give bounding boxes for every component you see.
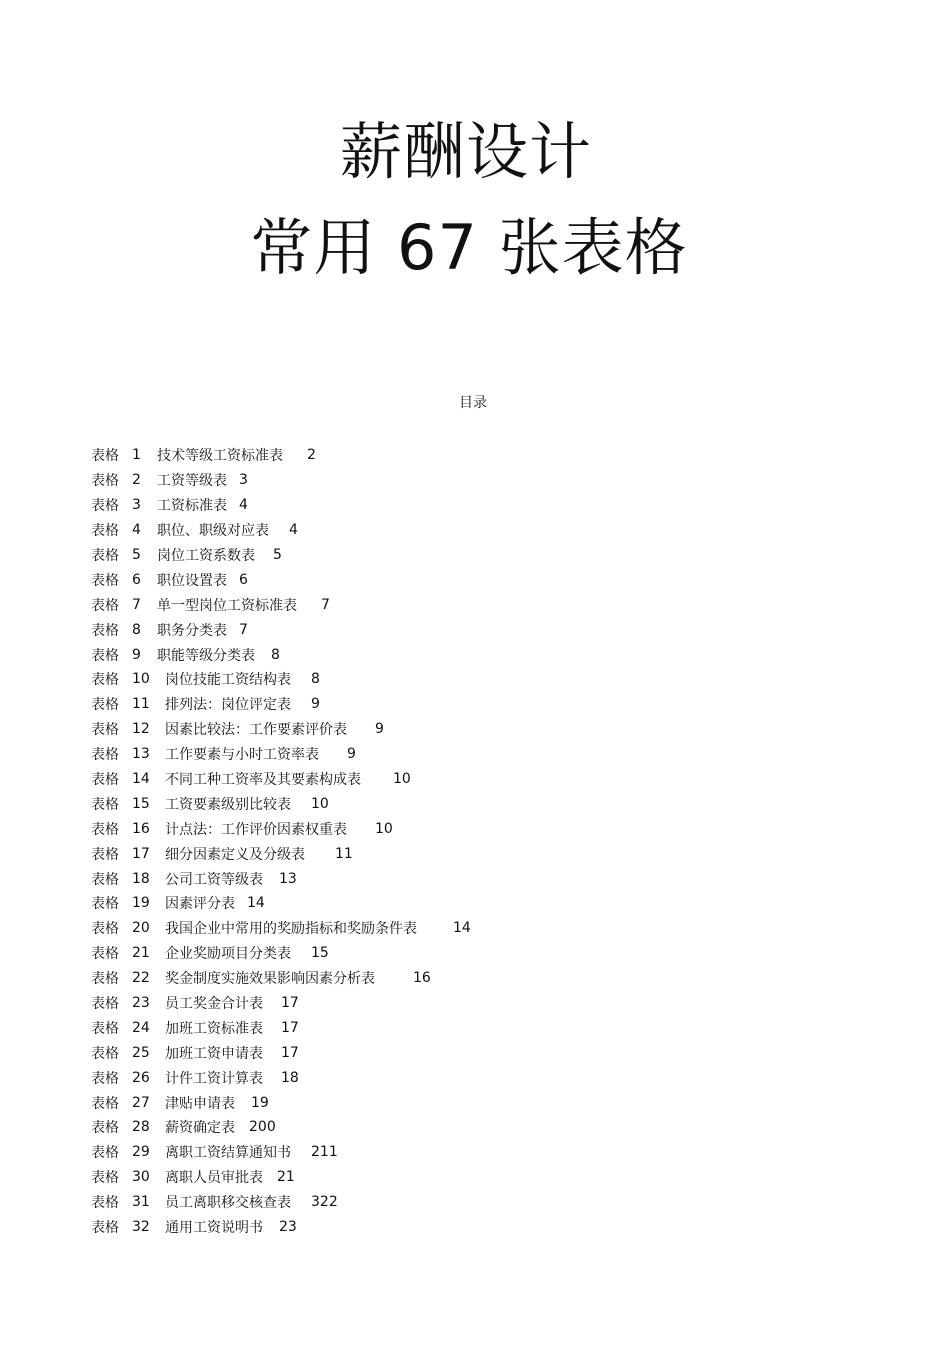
toc-entry[interactable] xyxy=(91,543,471,568)
toc-entry-number: 27 xyxy=(132,1094,150,1111)
toc-entry-number: 3 xyxy=(132,497,141,514)
toc-entry-number: 10 xyxy=(132,671,150,688)
toc-entry-number: 18 xyxy=(132,870,150,887)
toc-entry-title: 不同工种工资率及其要素构成表 xyxy=(165,772,361,789)
toc-entry-title: 工资要素级别比较表 xyxy=(165,796,291,813)
toc-entry-label: 表格 xyxy=(91,1070,119,1087)
toc-entry-number: 20 xyxy=(132,920,150,937)
toc-entry-page: 8 xyxy=(271,646,280,663)
toc-entry-title: 津贴申请表 xyxy=(165,1095,235,1112)
toc-entry[interactable] xyxy=(91,518,471,543)
toc-entry[interactable] xyxy=(91,1090,471,1115)
toc-entry[interactable] xyxy=(91,617,471,642)
toc-entry-label: 表格 xyxy=(91,672,119,689)
toc-entry-label: 表格 xyxy=(91,1145,119,1162)
toc-entry-page: 10 xyxy=(375,820,393,837)
toc-entry[interactable] xyxy=(91,941,471,966)
toc-entry-page: 5 xyxy=(273,547,282,563)
toc-entry-number: 8 xyxy=(132,621,141,638)
toc-entry-number: 25 xyxy=(132,1044,150,1061)
toc-entry-title: 离职工资结算通知书 xyxy=(165,1145,291,1162)
toc-entry-label: 表格 xyxy=(91,846,119,863)
toc-entry[interactable] xyxy=(91,642,471,667)
document-title-line2: 常用 67 张表格 xyxy=(250,211,688,284)
toc-entry-title: 排列法：岗位评定表 xyxy=(165,697,291,714)
toc-entry-number: 24 xyxy=(132,1019,150,1036)
toc-entry-page: 17 xyxy=(281,1044,299,1061)
toc-entry-number: 9 xyxy=(132,646,141,663)
toc-entry-title: 职务分类表 xyxy=(157,622,227,639)
toc-entry-title: 加班工资标准表 xyxy=(165,1020,263,1037)
toc-entry-label: 表格 xyxy=(91,1170,119,1187)
toc-entry-number: 22 xyxy=(132,970,150,987)
toc-entry-number: 11 xyxy=(132,696,150,713)
toc-entry-label: 表格 xyxy=(91,1195,119,1212)
toc-entry-number: 4 xyxy=(132,522,141,539)
toc-entry-number: 7 xyxy=(132,596,141,613)
toc-entry-title: 奖金制度实施效果影响因素分析表 xyxy=(165,971,375,988)
toc-entry[interactable] xyxy=(91,841,471,866)
toc-entry-number: 6 xyxy=(132,571,141,588)
toc-entry-title: 细分因素定义及分级表 xyxy=(165,846,305,863)
toc-entry-title: 工资等级表 xyxy=(157,473,227,490)
toc-entry-title: 工作要素与小时工资率表 xyxy=(165,747,319,764)
toc-entry-label: 表格 xyxy=(91,498,119,515)
toc-entry[interactable] xyxy=(91,1040,471,1065)
toc-entry-label: 表格 xyxy=(91,772,119,789)
toc-entry[interactable] xyxy=(91,816,471,841)
toc-entry-title: 公司工资等级表 xyxy=(165,871,263,888)
toc-entry-page: 18 xyxy=(281,1069,299,1086)
toc-entry-title: 我国企业中常用的奖励指标和奖励条件表 xyxy=(165,921,417,938)
toc-entry-page: 9 xyxy=(375,721,384,738)
toc-entry-number: 23 xyxy=(132,995,150,1012)
toc-entry-number: 5 xyxy=(132,547,141,563)
toc-entry-page: 8 xyxy=(311,671,320,688)
toc-entry-title: 计件工资计算表 xyxy=(165,1070,263,1087)
toc-entry[interactable] xyxy=(91,1115,471,1140)
toc-entry-page: 9 xyxy=(347,746,356,763)
toc-entry[interactable] xyxy=(91,866,471,891)
toc-entry[interactable] xyxy=(91,667,471,692)
toc-entry-title: 计点法：工作评价因素权重表 xyxy=(165,821,347,838)
toc-entry-label: 表格 xyxy=(91,1220,119,1237)
toc-entry-number: 19 xyxy=(132,895,150,912)
toc-entry-label: 表格 xyxy=(91,747,119,764)
toc-entry-page: 13 xyxy=(279,870,297,887)
toc-entry[interactable] xyxy=(91,717,471,742)
toc-entry[interactable] xyxy=(91,1140,471,1165)
toc-entry-title: 通用工资说明书 xyxy=(165,1220,263,1237)
toc-entry-page: 16 xyxy=(413,970,431,987)
toc-entry-number: 1 xyxy=(132,447,141,464)
toc-entry[interactable] xyxy=(91,1215,471,1240)
toc-entry[interactable] xyxy=(91,1065,471,1090)
toc-entry-label: 表格 xyxy=(91,473,119,490)
toc-entry-number: 12 xyxy=(132,721,150,738)
toc-heading: 目录 xyxy=(459,395,487,411)
toc-entry-page: 17 xyxy=(281,995,299,1012)
toc-entry[interactable] xyxy=(91,966,471,991)
toc-entry-label: 表格 xyxy=(91,548,119,564)
toc-entry-number: 28 xyxy=(132,1119,150,1136)
toc-entry-number: 29 xyxy=(132,1144,150,1161)
toc-entry[interactable] xyxy=(91,1015,471,1040)
toc-entry-number: 26 xyxy=(132,1069,150,1086)
toc-entry-title: 工资标准表 xyxy=(157,498,227,515)
toc-entry-label: 表格 xyxy=(91,1120,119,1137)
toc-entry-label: 表格 xyxy=(91,871,119,888)
toc-entry[interactable] xyxy=(91,891,471,916)
toc-entry-page: 3 xyxy=(239,472,248,489)
toc-entry-label: 表格 xyxy=(91,622,119,639)
toc-entry-title: 薪资确定表 xyxy=(165,1120,235,1137)
toc-entry-page: 17 xyxy=(281,1019,299,1036)
toc-entry-label: 表格 xyxy=(91,448,119,465)
toc-entry-number: 14 xyxy=(132,771,150,788)
toc-entry-label: 表格 xyxy=(91,1020,119,1037)
toc-entry-label: 表格 xyxy=(91,1045,119,1062)
toc-entry[interactable] xyxy=(91,916,471,941)
toc-entry-label: 表格 xyxy=(91,647,119,664)
toc-entry-title: 岗位技能工资结构表 xyxy=(165,672,291,689)
toc-entry-page: 15 xyxy=(311,945,329,962)
toc-entry-label: 表格 xyxy=(91,971,119,988)
toc-entry[interactable] xyxy=(91,692,471,717)
toc-entry-label: 表格 xyxy=(91,921,119,938)
toc-entry[interactable] xyxy=(91,468,471,493)
toc-entry-page: 10 xyxy=(393,771,411,788)
toc-entry-page: 10 xyxy=(311,795,329,812)
toc-entry-title: 岗位工资系数表 xyxy=(157,548,255,564)
toc-entry-label: 表格 xyxy=(91,946,119,963)
toc-entry-title: 离职人员审批表 xyxy=(165,1170,263,1187)
toc-entry-label: 表格 xyxy=(91,572,119,589)
toc-entry[interactable] xyxy=(91,443,471,468)
table-of-contents xyxy=(91,443,471,1240)
toc-entry-label: 表格 xyxy=(91,821,119,838)
toc-entry-title: 单一型岗位工资标准表 xyxy=(157,597,297,614)
toc-entry-title: 员工奖金合计表 xyxy=(165,996,263,1013)
toc-entry-number: 31 xyxy=(132,1194,150,1211)
toc-entry-number: 2 xyxy=(132,472,141,489)
toc-entry[interactable] xyxy=(91,791,471,816)
toc-entry-title: 因素比较法：工作要素评价表 xyxy=(165,722,347,739)
toc-entry-number: 32 xyxy=(132,1219,150,1236)
toc-entry-page: 21 xyxy=(277,1169,295,1186)
toc-entry-title: 职能等级分类表 xyxy=(157,647,255,664)
toc-entry-label: 表格 xyxy=(91,896,119,913)
toc-entry-page: 211 xyxy=(311,1144,338,1161)
toc-entry-page: 4 xyxy=(289,522,298,539)
toc-entry-number: 16 xyxy=(132,820,150,837)
toc-entry[interactable] xyxy=(91,493,471,518)
toc-entry-title: 加班工资申请表 xyxy=(165,1045,263,1062)
toc-entry-page: 4 xyxy=(239,497,248,514)
toc-entry-label: 表格 xyxy=(91,796,119,813)
toc-entry-page: 14 xyxy=(453,920,471,937)
toc-entry-page: 14 xyxy=(247,895,265,912)
toc-entry-number: 30 xyxy=(132,1169,150,1186)
toc-entry-label: 表格 xyxy=(91,996,119,1013)
toc-entry-label: 表格 xyxy=(91,1095,119,1112)
toc-entry-number: 13 xyxy=(132,746,150,763)
toc-entry-page: 23 xyxy=(279,1219,297,1236)
toc-entry[interactable] xyxy=(91,1165,471,1190)
toc-entry-number: 15 xyxy=(132,795,150,812)
toc-entry-page: 19 xyxy=(251,1094,269,1111)
toc-entry[interactable] xyxy=(91,1190,471,1215)
toc-entry-label: 表格 xyxy=(91,722,119,739)
toc-entry-page: 200 xyxy=(249,1119,276,1136)
toc-entry[interactable] xyxy=(91,592,471,617)
toc-entry-number: 21 xyxy=(132,945,150,962)
document-title-line1: 薪酬设计 xyxy=(339,115,592,188)
toc-entry-page: 6 xyxy=(239,571,248,588)
toc-entry-title: 因素评分表 xyxy=(165,896,235,913)
toc-entry-label: 表格 xyxy=(91,697,119,714)
toc-entry-title: 职位设置表 xyxy=(157,572,227,589)
toc-entry-page: 7 xyxy=(321,596,330,613)
toc-entry[interactable] xyxy=(91,567,471,592)
toc-entry-title: 企业奖励项目分类表 xyxy=(165,946,291,963)
toc-entry-number: 17 xyxy=(132,845,150,862)
toc-entry-title: 技术等级工资标准表 xyxy=(157,448,283,465)
toc-entry[interactable] xyxy=(91,767,471,792)
toc-entry-page: 9 xyxy=(311,696,320,713)
toc-entry-label: 表格 xyxy=(91,523,119,540)
toc-entry-label: 表格 xyxy=(91,597,119,614)
toc-entry-page: 2 xyxy=(307,447,316,464)
toc-entry[interactable] xyxy=(91,742,471,767)
toc-entry-page: 322 xyxy=(311,1194,338,1211)
toc-entry-page: 7 xyxy=(239,621,248,638)
toc-entry-title: 员工离职移交核查表 xyxy=(165,1195,291,1212)
toc-entry-title: 职位、职级对应表 xyxy=(157,523,269,540)
toc-entry-page: 11 xyxy=(335,845,353,862)
toc-entry[interactable] xyxy=(91,991,471,1016)
